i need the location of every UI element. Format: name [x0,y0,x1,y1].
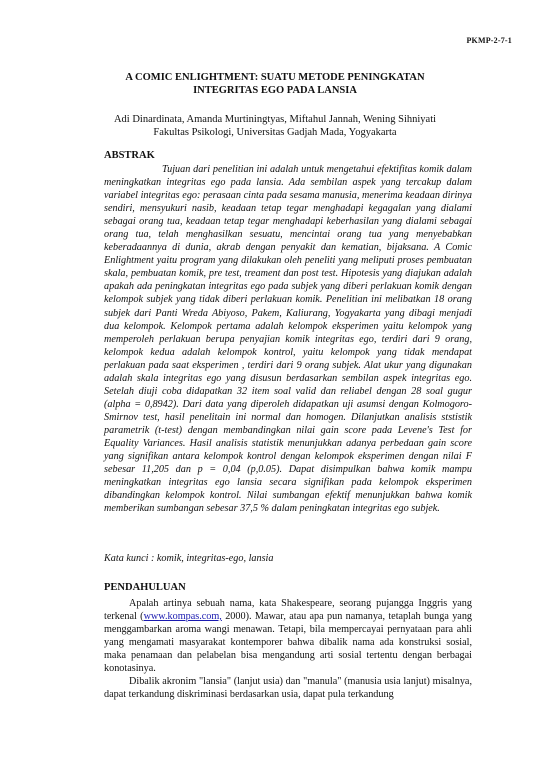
intro-heading: PENDAHULUAN [104,582,186,593]
title-line-1: A COMIC ENLIGHTMENT: SUATU METODE PENINGKATAN [125,72,425,83]
paper-code: PKMP-2-7-1 [466,36,512,45]
author-block [60,113,490,139]
abstract-heading: ABSTRAK [104,150,155,161]
kompas-link[interactable]: www.kompas.com, [143,611,222,623]
intro-p1-text-a: Apalah artinya sebuah nama, kata Shakespeare, seorang pujangga Inggris yang terkenal ( [104,598,472,623]
intro-p1-text-b: 2000). Mawar, atau apa pun namanya, tetaplah bunga yang menggambarkan aroma wangi menawan. Tetapi, bila mempercayai pernyataan para ahli yang mengamati masyarakat kontemporer bahwa dibalik nama ada konstruksi sosial, maka penamaan dan pelabelan bisa mengandung arti sosial tertentu dengan berbagai konotasinya. [104,611,473,675]
abstract-paragraph: Tujuan dari penelitian ini adalah untuk mengetahui efektifitas komik dalam meningkatkan integritas ego pada lansia. Ada sembilan aspek yang tercakup dalam variabel integritas ego: perasaan cinta pada sesama manusia, menerima keadaan dirinya sendiri, mensyukuri nasib, keadaan tetap tegar menghadapi kegagalan yang dialami sebagai orang tua, keadaan tetap tegar menghadapi keberhasilan yang dialami sebagai orang tua, telah menghasilkan sesuatu, mencintai orang tua yang menyebabkan keberadaannya di dunia, akrab dengan penyakit dan kematian, bijaksana. A Comic Enlightment yaitu program yang dilakukan oleh peneliti yang meliputi proses pembuatan skala, pembuatan komik, pre test, treament dan post test. Hipotesis yang diajukan adalah apakah ada peningkatan integritas ego pada subjek yang diberi perlakuan komik dengan kelompok subjek yang tidak diberi perlakuan komik. Penelitian ini melibatkan 18 orang subjek dari Panti Wreda Abiyoso, Pakem, Kaliurang, Yogyakarta yang dibagi menjadi dua kelompok. Kelompok pertama adalah kelompok eksperimen yaitu kelompok yang memperoleh perlakuan berupa penyajian komik integritas ego, terdiri dari 9 orang, kelompok kedua adalah kelompok kontrol, yaitu kelompok yang tidak mendapat perlakuan pada saat eksperimen , terdiri dari 9 orang subjek. Alat ukur yang digunakan adalah skala integritas ego yang disusun berdasarkan sembilan aspek integritas ego. Setelah diuji coba didapatkan 32 item soal valid dan reliabel dengan 28 soal gugur (alpha = 0,8942). Dari data yang diperoleh didapatkan uji asumsi dengan Kolmogoro-Smirnov test, hasil penelitain ini normal dan homogen. Dilanjutkan analisis ststistik parametrik (t-test) dengan membandingkan nilai gain score pada Levene's Test for Equality Variances. Hasil analisis statistik menunjukkan adanya perbedaan gain score yang signifikan antara kelompok kontrol dengan kelompok eksperimen dengan nilai F sebesar 11,205 dan p = 0,04 (p,0.05). Dapat disimpulkan bahwa komik mampu meningkatkan integritas ego lansia secara signifikan pada kelompok eksperimen dibandingkan kelompok kontrol. Nilai sumbangan efektif menunjukkan bahwa komik memberikan sumbangan sebesar 37,5 % dalam peningkatan integritas ego subjek. [104,164,472,515]
intro-paragraph-2: Dibalik akronim "lansia" (lanjut usia) dan "manula" (manusia usia lanjut) misalnya, dapat terkandung diskriminasi berdasarkan usia, dapat pula terkandung [104,676,472,701]
intro-body [104,597,472,701]
title-line-2: INTEGRITAS EGO PADA LANSIA [193,85,357,96]
author-names: Adi Dinardinata, Amanda Murtiningtyas, Miftahul Jannah, Wening Sihniyati [113,114,437,125]
abstract-body [104,163,472,515]
author-affiliation: Fakultas Psikologi, Universitas Gadjah Mada, Yogyakarta [153,127,397,138]
keywords: Kata kunci : komik, integritas-ego, lansia [104,553,274,564]
intro-paragraph-1 [104,597,472,675]
paper-title [60,71,490,97]
